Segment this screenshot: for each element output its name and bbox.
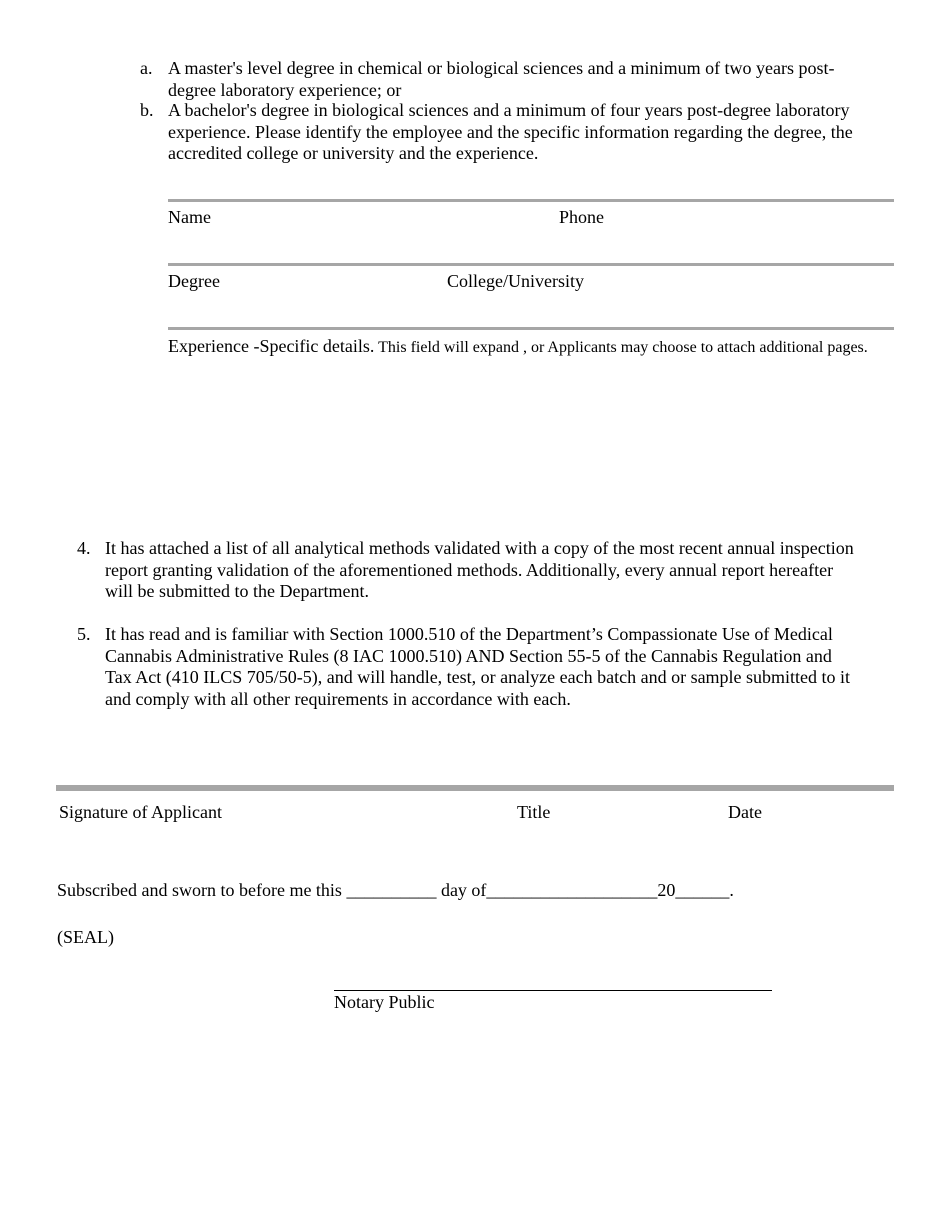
signature-applicant-label: Signature of Applicant [59, 802, 222, 822]
item-line: It has attached a list of all analytical methods validated with a copy of the most recent annual inspection [105, 538, 854, 558]
notary-signature-line [334, 990, 772, 991]
name-label: Name [168, 207, 211, 227]
item-number: 5. [77, 624, 91, 644]
field-rule [168, 327, 894, 330]
item-line: report granting validation of the aforementioned methods. Additionally, every annual report hereafter [105, 559, 834, 580]
qualification-line: degree laboratory experience; or [168, 79, 402, 100]
qualification-line: experience. Please identify the employee and the specific information regarding the degree, the [168, 121, 853, 142]
item-line: It has read and is familiar with Section 1000.510 of the Department’s Compassionate Use of Medical [105, 624, 833, 644]
experience-note: This field will expand , or Applicants may choose to attach additional pages. [374, 339, 868, 356]
field-rule [168, 263, 894, 266]
phone-label: Phone [559, 207, 604, 227]
experience-label: Experience -Specific details. [168, 336, 375, 356]
degree-label: Degree [168, 271, 220, 291]
notary-public-label: Notary Public [334, 992, 435, 1012]
item-number: 4. [77, 538, 91, 558]
qualification-marker: a. [140, 58, 153, 78]
seal-label: (SEAL) [57, 927, 114, 947]
item-line: Cannabis Administrative Rules (8 IAC 1000.510) AND Section 55-5 of the Cannabis Regulation and [105, 645, 832, 666]
item-line: and comply with all other requirements in accordance with each. [105, 688, 571, 709]
item-line: Tax Act (410 ILCS 705/50-5), and will handle, test, or analyze each batch and or sample submitted to it [105, 667, 851, 687]
qualification-marker: b. [140, 100, 154, 120]
sworn-statement: Subscribed and sworn to before me this __________ day of___________________20______. [57, 880, 734, 900]
experience-field[interactable] [168, 336, 868, 357]
qualification-line: A master's level degree in chemical or biological sciences and a minimum of two years post- [168, 58, 835, 78]
signature-date-label: Date [728, 802, 762, 822]
field-rule [168, 199, 894, 202]
qualification-line: A bachelor's degree in biological sciences and a minimum of four years post-degree laboratory [168, 100, 850, 120]
college-label: College/University [447, 271, 584, 291]
item-line: will be submitted to the Department. [105, 581, 369, 601]
signature-rule [56, 785, 894, 791]
signature-title-label: Title [517, 802, 551, 822]
qualification-line: accredited college or university and the experience. [168, 143, 539, 163]
